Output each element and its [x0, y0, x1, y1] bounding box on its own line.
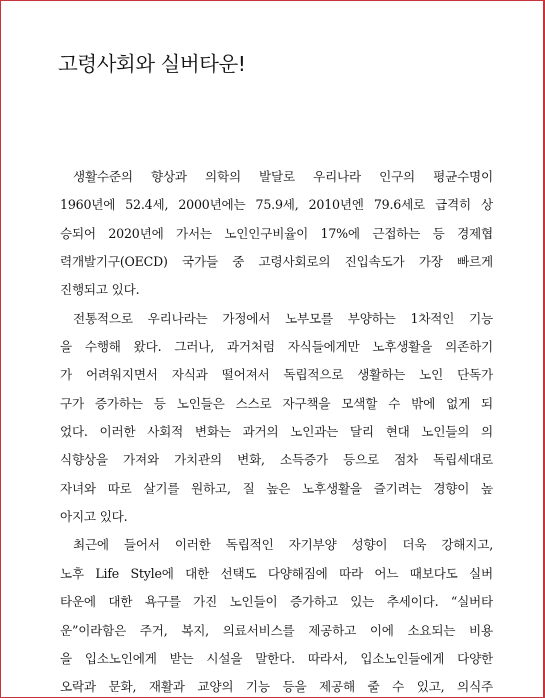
text-line: 전통적으로 우리나라는 가정에서 노부모를 부양하는 1차적인 기능	[73, 310, 493, 326]
text-line: 식향상을 가져와 가치관의 변화, 소득증가 등으로 점차 독립세대로	[60, 452, 493, 468]
text-line: 가 어려워지면서 자식과 떨어져서 독립적으로 생활하는 노인 단독가	[60, 367, 493, 383]
page-title: 고령사회와 실버타운!	[58, 52, 246, 76]
text-line: 1960년에 52.4세, 2000년에는 75.9세, 2010년엔 79.6세로 급격히 상	[60, 197, 493, 213]
text-line: 을 입소노인에게 받는 시설을 말한다. 따라서, 입소노인들에게 다양한	[60, 650, 493, 666]
text-line: 타운에 대한 욕구를 가진 노인들이 증가하고 있는 추세이다. “실버타	[60, 594, 493, 610]
text-line: 자녀와 따로 살기를 원하고, 질 높은 노후생활을 즐기려는 경향이 높	[60, 480, 493, 496]
text-line: 노후 Life Style에 대한 선택도 다양해짐에 따라 어느 때보다도 실버	[60, 565, 493, 581]
text-line: 오락과 문화, 재활과 교양의 기능 등을 제공해 줄 수 있고, 의식주	[60, 679, 493, 695]
text-line: 구가 증가하는 등 노인들은 스스로 자구책을 모색할 수 밖에 없게 되	[60, 395, 493, 411]
text-line: 었다. 이러한 사회적 변화는 과거의 노인과는 달리 현대 노인들의 의	[60, 424, 493, 440]
text-line: 아지고 있다.	[60, 509, 128, 525]
text-line: 운”이라함은 주거, 복지, 의료서비스를 제공하고 이에 소요되는 비용	[60, 622, 493, 638]
text-line: 생활수준의 향상과 의학의 발달로 우리나라 인구의 평균수명이	[73, 169, 493, 184]
text-line: 승되어 2020년에 가서는 노인인구비율이 17%에 근접하는 등 경제협	[60, 225, 493, 241]
text-line: 진행되고 있다.	[60, 282, 140, 298]
body-text	[60, 163, 493, 698]
text-line: 최근에 들어서 이러한 독립적인 자기부양 성향이 더욱 강해지고,	[73, 537, 493, 553]
text-line: 력개발기구(OECD) 국가들 중 고령사회로의 진입속도가 가장 빠르게	[60, 254, 493, 270]
text-line: 을 수행해 왔다. 그러나, 과거처럼 자식들에게만 노후생활을 의존하기	[60, 339, 493, 355]
